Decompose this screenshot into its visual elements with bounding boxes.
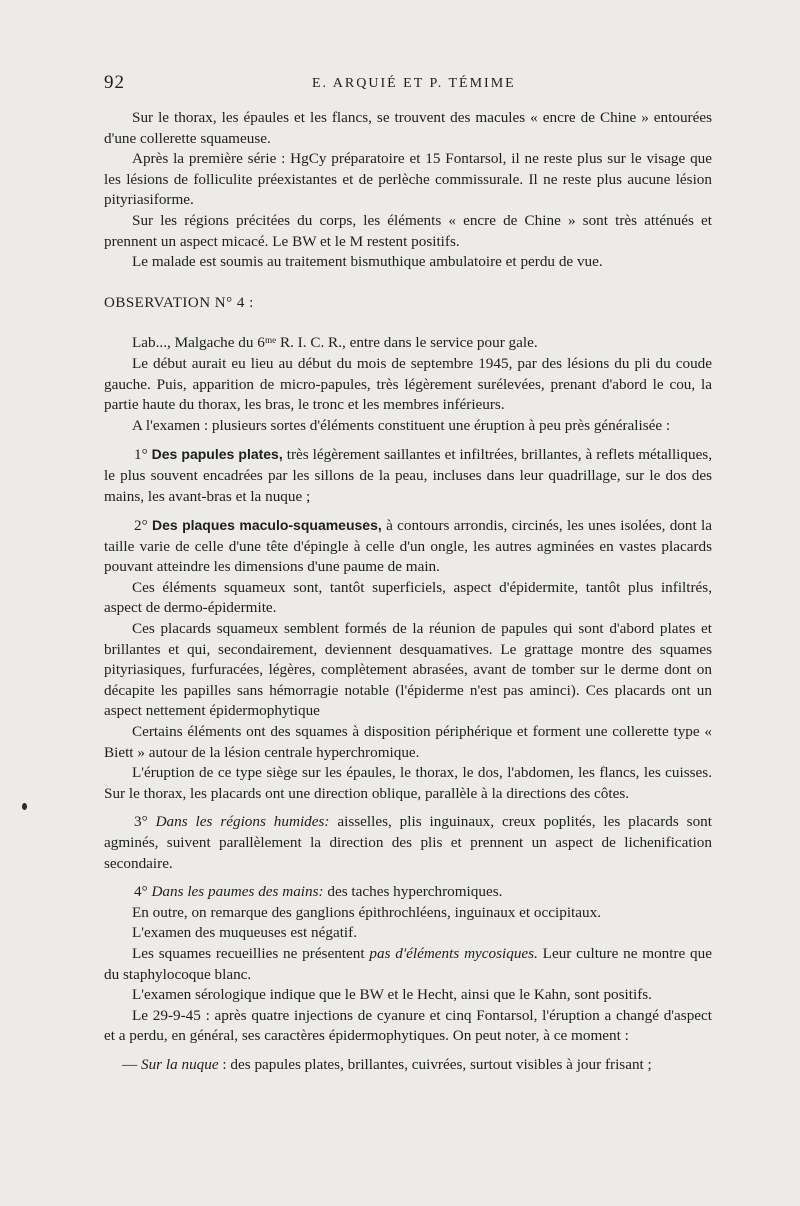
- paragraph: Ces éléments squameux sont, tantôt superficiels, aspect d'épidermite, tantôt plus infiltrés, aspect de dermo-épidermite.: [104, 578, 712, 617]
- spacer: [104, 273, 712, 293]
- paragraph: L'examen sérologique indique que le BW et le Hecht, ainsi que le Kahn, sont positifs.: [132, 986, 652, 1004]
- text-run: Leur culture ne montre que du staphylocoque blanc.: [104, 944, 712, 983]
- item-title: Des plaques maculo-squameuses,: [151, 517, 382, 534]
- paragraph: Sur le thorax, les épaules et les flancs, se trouvent des macules « encre de Chine » entourées d'une collerette squameuse.: [104, 109, 712, 147]
- list-item: [104, 812, 712, 874]
- spacer: [104, 313, 712, 333]
- paragraph: Ces placards squameux semblent formés de la réunion de papules qui sont d'abord plates et brillantes et qui, secondairement, deviennent desquamatives. Le grattage montre des squames pityriasiques, furfuracées, légères, complètement abrasées, avant de tomber sur le derme dont on décapite les papilles sans hémorragie notable (l'épiderme n'est pas aminci). Ces placards ont un aspect nettement épidermophytique: [104, 620, 712, 720]
- list-item: [104, 444, 712, 507]
- margin-mark: [22, 803, 27, 810]
- spacer: [104, 436, 712, 444]
- paragraph: Après la première série : HgCy préparatoire et 15 Fontarsol, il ne reste plus sur le visage que les lésions de folliculite préexistantes et de perlèche commissurale. Il ne reste plus aucune lésion pityriasiforme.: [104, 150, 712, 209]
- spacer: [104, 874, 712, 882]
- list-item: [104, 882, 712, 903]
- item-number: 1°: [134, 446, 148, 464]
- item-text: des taches hyperchromiques.: [323, 883, 503, 901]
- running-title: E. ARQUIÉ ET P. TÉMIME: [312, 76, 516, 91]
- paragraph: En outre, on remarque des ganglions épithrochléens, inguinaux et occipitaux.: [132, 903, 601, 921]
- paragraph: Le 29-9-45 : après quatre injections de cyanure et cinq Fontarsol, l'éruption a changé d'aspect et a perdu, en général, ses caractères épidermophytiques. On peut noter, à ce moment :: [104, 1006, 712, 1045]
- paragraph: A l'examen : plusieurs sortes d'éléments constituent une éruption à peu près généralisée :: [132, 416, 671, 434]
- item-text: : des papules plates, brillantes, cuivrées, surtout visibles à jour frisant ;: [218, 1055, 652, 1073]
- spacer: [104, 804, 712, 812]
- item-number: 3°: [134, 813, 148, 831]
- item-title: Des papules plates,: [151, 446, 283, 463]
- body-text: [104, 108, 712, 1076]
- observation-heading: OBSERVATION N° 4 :: [104, 294, 254, 311]
- paragraph: [104, 944, 712, 985]
- page-number: 92: [104, 72, 125, 93]
- paragraph: L'éruption de ce type siège sur les épaules, le thorax, le dos, l'abdomen, les flancs, les cuisses. Sur le thorax, les placards ont une direction oblique, parallèle à la directions des côtes.: [104, 764, 712, 802]
- dash: —: [122, 1055, 141, 1073]
- italic-run: pas d'éléments mycosiques.: [369, 944, 538, 962]
- paragraph: Sur les régions précitées du corps, les éléments « encre de Chine » sont très atténués et prennent un aspect micacé. Le BW et le M restent positifs.: [104, 211, 712, 250]
- item-title: Dans les paumes des mains:: [151, 883, 324, 901]
- page-header: [104, 72, 714, 96]
- paragraph: Lab..., Malgache du 6ᵐᵉ R. I. C. R., entre dans le service pour gale.: [132, 334, 538, 352]
- spacer: [104, 507, 712, 515]
- item-text: à contours arrondis, circinés, les unes isolées, dont la taille varie de celle d'une tête d'épingle à celle d'un ongle, les autres agminées en vastes placards pouvant atteindre les dimensions d'une paume de main.: [104, 517, 712, 576]
- paragraph: Certains éléments ont des squames à disposition périphérique et forment une collerette type « Biett » autour de la lésion centrale hyperchromique.: [104, 723, 712, 761]
- item-title: Sur la nuque: [140, 1055, 219, 1073]
- item-title: Dans les régions humides:: [155, 813, 330, 831]
- list-item: [104, 515, 712, 578]
- dash-list-item: [104, 1055, 712, 1076]
- item-number: 4°: [134, 883, 148, 901]
- item-text: très légèrement saillantes et infiltrées, brillantes, à reflets métalliques, le plus souvent encadrées par les sillons de la peau, incluses dans leur quadrillage, sur le dos des mains, les avant-bras et la nuque ;: [104, 446, 713, 505]
- text-run: Les squames recueillies ne présentent: [132, 944, 370, 962]
- item-number: 2°: [134, 517, 148, 535]
- paragraph: Le début aurait eu lieu au début du mois de septembre 1945, par des lésions du pli du coude gauche. Puis, apparition de micro-papules, très légèrement surélevées, prenant d'abord le cou, la partie haute du thorax, les bras, le tronc et les membres inférieurs.: [104, 354, 712, 414]
- paragraph: L'examen des muqueuses est négatif.: [132, 924, 357, 942]
- spacer: [104, 1047, 712, 1055]
- item-text: aisselles, plis inguinaux, creux poplités, les placards sont agminés, suivent parallèlement la direction des plis et prennent un aspect de lichenification secondaire.: [104, 813, 712, 872]
- paragraph: Le malade est soumis au traitement bismuthique ambulatoire et perdu de vue.: [132, 253, 603, 271]
